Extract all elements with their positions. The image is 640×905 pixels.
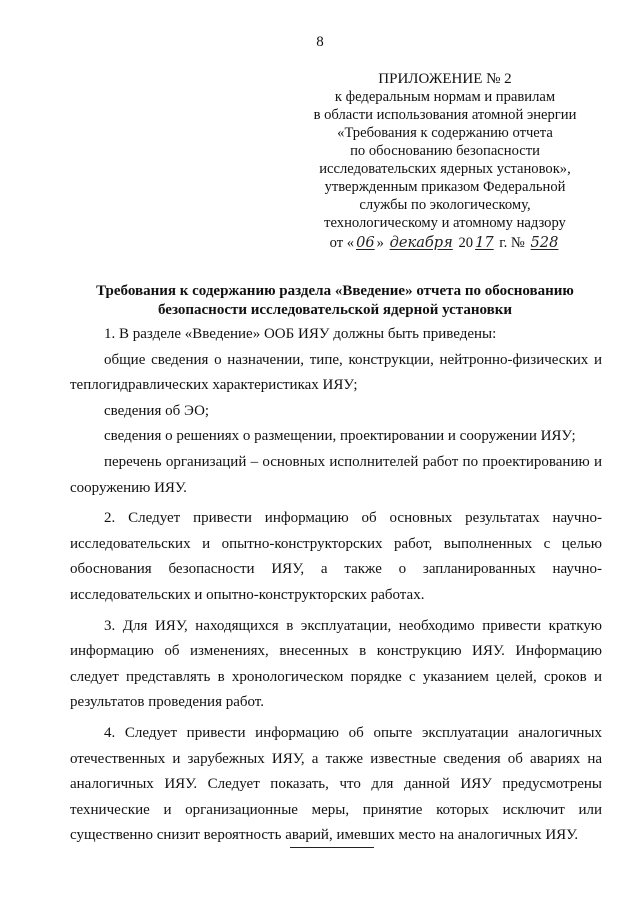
appendix-line: «Требования к содержанию отчета <box>337 125 553 141</box>
paragraph: 2. Следует привести информацию об основных результатах научно-исследовательских и опытно-конструкторских работ, выполненных с целью обоснования безопасности ИЯУ, а также о запланированных научно-исследовательских и опытно-конструкторских работах. <box>70 510 602 603</box>
paragraph: перечень организаций – основных исполнителей работ по проектированию и сооружению ИЯУ. <box>70 453 602 496</box>
appendix-header <box>290 70 600 252</box>
paragraph: 3. Для ИЯУ, находящихся в эксплуатации, необходимо привести краткую информацию об изменениях, внесенных в конструкцию ИЯУ. Информацию следует представлять в хронологическом порядке с указанием целей, сроков и результатов проведения работ. <box>70 617 602 711</box>
handwritten-day: 06 <box>356 234 375 251</box>
handwritten-order-number: 528 <box>530 234 559 251</box>
appendix-line: к федеральным нормам и правилам <box>334 89 556 105</box>
appendix-line: по обоснованию безопасности <box>350 143 540 159</box>
body-text <box>70 322 602 849</box>
section-title: Требования к содержанию раздела «Введение» отчета по обоснованию безопасности исследовательской ядерной установки <box>96 283 574 318</box>
paragraph: сведения о решениях о размещении, проектировании и сооружении ИЯУ; <box>104 428 576 445</box>
paragraph: 4. Следует привести информацию об опыте эксплуатации аналогичных отечественных и зарубежных ИЯУ, а также известные сведения об авариях на аналогичных ИЯУ. Следует показать, что для данной ИЯУ предусмотрены технические и организационные меры, принятие которых исключит или существенно снизит вероятность аварий, имевших место на аналогичных ИЯУ. <box>70 724 602 844</box>
page-number: 8 <box>316 34 324 50</box>
date-prefix: от « <box>329 235 355 251</box>
date-suffix: г. № <box>499 235 525 251</box>
footer-rule <box>290 847 374 848</box>
date-mid: » <box>376 235 384 251</box>
paragraph: сведения об ЭО; <box>104 402 210 419</box>
paragraph: 1. В разделе «Введение» ООБ ИЯУ должны быть приведены: <box>104 326 497 342</box>
handwritten-month: декабря <box>389 234 453 251</box>
appendix-line: утвержденным приказом Федеральной <box>324 179 566 195</box>
appendix-line: службы по экологическому, <box>359 197 531 213</box>
appendix-line: исследовательских ядерных установок», <box>319 161 571 177</box>
handwritten-year: 17 <box>475 234 494 251</box>
date-year-prefix: 20 <box>458 235 474 251</box>
appendix-line: технологическому и атомному надзору <box>324 215 566 231</box>
order-date-line <box>290 234 600 252</box>
appendix-title: ПРИЛОЖЕНИЕ № 2 <box>378 71 512 87</box>
appendix-line: в области использования атомной энергии <box>313 107 577 123</box>
paragraph: общие сведения о назначении, типе, конструкции, нейтронно-физических и теплогидравлических характеристиках ИЯУ; <box>70 351 602 394</box>
